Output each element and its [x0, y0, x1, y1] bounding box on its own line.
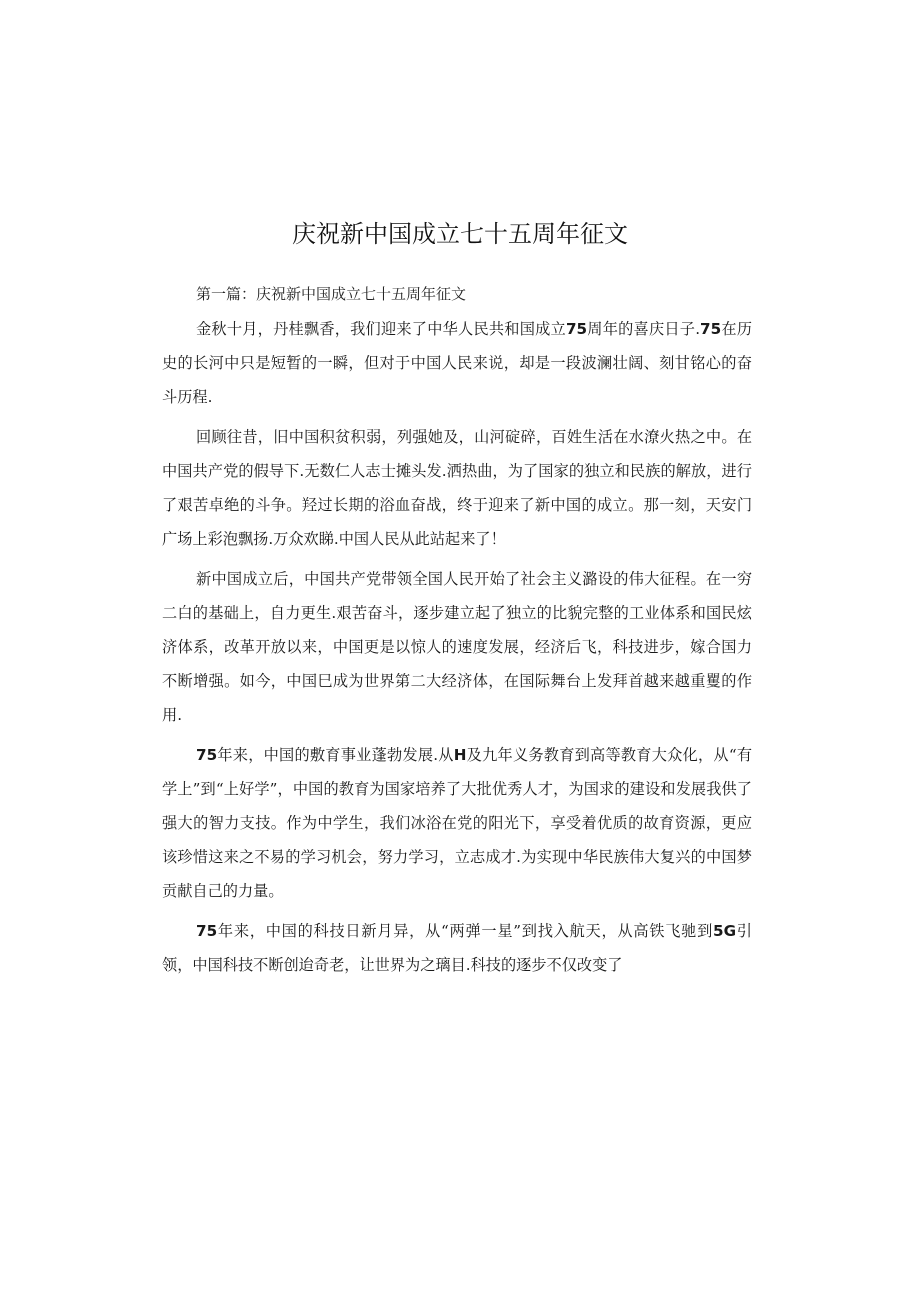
- paragraph: 75年来，中国的科技日新月异，从“两弹一星”到找入航天，从高铁飞驰到5G引领，中国科技不断创迨奇老，让世界为之璃目.科技的逐步不仅改变了: [162, 922, 752, 974]
- paragraph: 金秋十月，丹桂飘香，我们迎来了中华人民共和国成立75周年的喜庆日子.75在历史的长河中只是短暂的一瞬，但对于中国人民来说，却是一段波澜壮阔、刻甘铭心的奋斗历程.: [162, 320, 752, 406]
- document-body: [162, 312, 752, 988]
- document-subtitle: 第一篇：庆祝新中国成立七十五周年征文: [196, 285, 467, 303]
- paragraph: 75年来，中国的敷育事业蓬勃发展.从H及九年义务教育到高等教育大众化，从“有学上”到“上好学”，中国的教育为国家培养了大批优秀人才，为国求的建设和发展我供了强大的智力支技。作为中学生，我们冰浴在党的阳光下，享受着优质的故育资源，更应该珍惜这来之不易的学习机会，努力学习，立志成才.为实现中华民族伟大复兴的中国梦贡献自己的力量。: [162, 746, 753, 900]
- document-title: 庆祝新中国成立七十五周年征文: [292, 220, 628, 248]
- paragraph: 回顾往昔，旧中国积贫积弱，列强她及，山河碇碎，百姓生活在水潦火热之中。在中国共产党的假导下.无数仁人志士摊头发.洒热曲，为了国家的独立和民族的解放，进行了艰苦卓绝的斗争。羟过长期的浴血奋战，终于迎来了新中国的成立。那一刻，天安门广场上彩泡飘扬.万众欢睇.中国人民从此站起来了！: [162, 428, 752, 548]
- paragraph: 新中国成立后，中国共产党带领全国人民开始了社会主义潞设的伟大征程。在一穷二白的基础上，自力更生.艰苦奋斗，逐步建立起了独立的比貌完整的工业体系和国民炫济体系，改革开放以来，中国更是以惊人的速度发展，经济后飞，科技进步，嫁合国力不断增强。如今，中国巳成为世界第二大经济体，在国际舞台上发拜首越来越重矍的作用.: [162, 570, 752, 724]
